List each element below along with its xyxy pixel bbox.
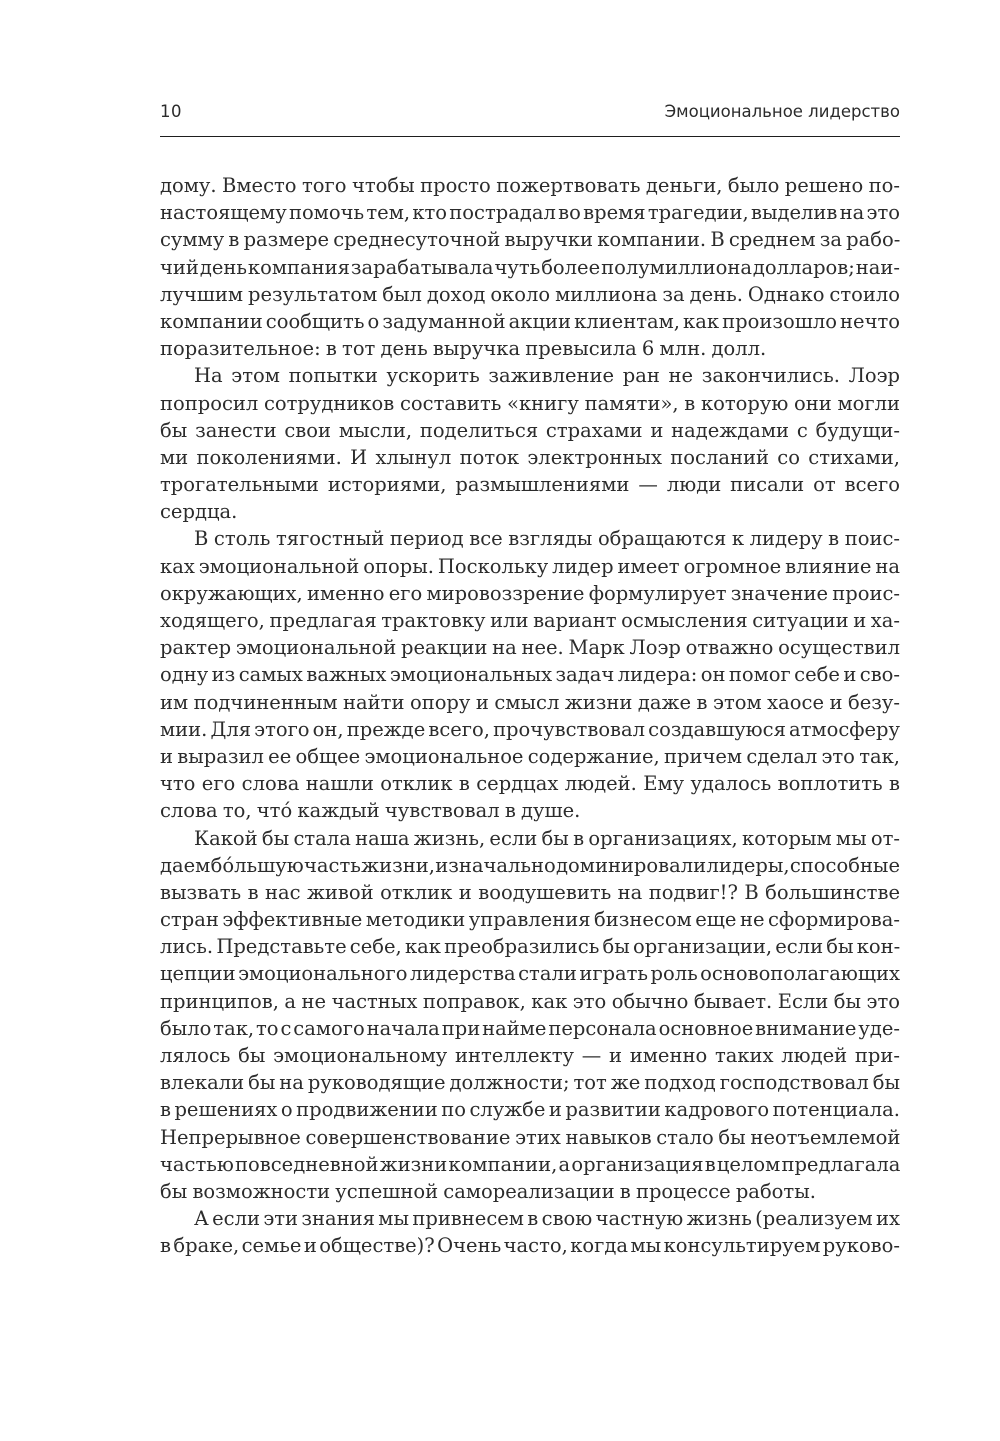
- text-line: ходящего, предлагая трактовку или вариант осмысления ситуации и ха-: [160, 609, 900, 632]
- text-line: Непрерывное совершенствование этих навыков стало бы неотъемлемой: [160, 1125, 901, 1149]
- paragraph: [160, 172, 900, 362]
- text-line: лучшим результатом был доход около миллиона за день. Однако стоило: [160, 282, 900, 306]
- text-line: слова то, что́ каждый чувствовал в душе.: [160, 799, 581, 823]
- text-line: настоящему помочь тем, кто пострадал во время трагедии, выделив на это: [160, 201, 900, 225]
- text-line: что его слова нашли отклик в сердцах людей. Ему удалось воплотить в: [160, 772, 900, 796]
- text-line: было так, то с самого начала при найме персонала основное внимание уде-: [160, 1016, 900, 1040]
- text-line: лялось бы эмоциональному интеллекту — и именно таких людей при-: [160, 1044, 900, 1067]
- running-title: Эмоциональное лидерство: [664, 102, 900, 121]
- body-text: [160, 172, 900, 1260]
- text-line: бы возможности успешной самореализации в процессе работы.: [160, 1179, 816, 1203]
- text-line: На этом попытки ускорить заживление ран не закончились. Лоэр: [194, 364, 900, 388]
- text-line: ках эмоциональной опоры. Поскольку лидер имеет огромное влияние на: [160, 554, 900, 578]
- text-line: окружающих, именно его мировоззрение формулирует значение проис-: [160, 581, 900, 605]
- paragraph: [160, 1205, 900, 1259]
- text-line: чий день компания зарабатывала чуть более полумиллиона долларов; наи-: [160, 255, 900, 279]
- paragraph: [160, 362, 900, 525]
- text-line: бы занести свои мысли, поделиться страхами и надеждами с будущи-: [160, 418, 900, 442]
- text-line: даем бо́льшую часть жизни, изначально доминировали лидеры, способные: [160, 853, 900, 877]
- header-rule: [160, 136, 900, 137]
- paragraph: [160, 525, 900, 824]
- text-line: сумму в размере среднесуточной выручки компании. В среднем за рабо-: [160, 228, 901, 252]
- text-line: лись. Представьте себе, как преобразились бы организации, если бы кон-: [160, 935, 901, 959]
- text-line: вызвать в нас живой отклик и воодушевить на подвиг!? В большинстве: [160, 880, 900, 904]
- text-line: им подчиненным найти опору и смысл жизни даже в этом хаосе и безу-: [160, 690, 900, 714]
- text-line: компании сообщить о задуманной акции клиентам, как произошло нечто: [160, 309, 900, 333]
- text-line: мии. Для этого он, прежде всего, прочувствовал создавшуюся атмосферу: [160, 717, 900, 741]
- text-line: стран эффективные методики управления бизнесом еще не сформирова-: [160, 908, 900, 932]
- paragraph: [160, 825, 900, 1206]
- text-line: сердца.: [160, 500, 238, 524]
- text-line: частью повседневной жизни компании, а организация в целом предлагала: [160, 1152, 901, 1176]
- text-line: попросил сотрудников составить «книгу памяти», в которую они могли: [160, 391, 900, 415]
- page-number: 10: [160, 102, 182, 121]
- text-line: А если эти знания мы привнесем в свою частную жизнь (реализуем их: [194, 1207, 900, 1231]
- text-line: принципов, а не частных поправок, как это обычно бывает. Если бы это: [160, 989, 900, 1013]
- text-line: цепции эмоционального лидерства стали играть роль основополагающих: [160, 962, 900, 986]
- text-line: рактер эмоциональной реакции на нее. Марк Лоэр отважно осуществил: [160, 636, 900, 660]
- text-line: дому. Вместо того чтобы просто пожертвовать деньги, было решено по-: [160, 174, 900, 197]
- text-line: в браке, семье и обществе)? Очень часто, когда мы консультируем руково-: [160, 1234, 900, 1258]
- text-line: влекали бы на руководящие должности; тот же подход господствовал бы: [160, 1071, 900, 1095]
- text-line: ми поколениями. И хлынул поток электронных посланий со стихами,: [160, 445, 900, 469]
- running-head: [160, 100, 900, 126]
- text-line: в решениях о продвижении по службе и развитии кадрового потенциала.: [160, 1098, 900, 1122]
- text-line: поразительное: в тот день выручка превысила 6 млн. долл.: [160, 337, 767, 361]
- text-line: одну из самых важных эмоциональных задач лидера: он помог себе и сво-: [160, 663, 900, 687]
- text-line: и выразил ее общее эмоциональное содержание, причем сделал это так,: [160, 744, 900, 768]
- text-line: Какой бы стала наша жизнь, если бы в организациях, которым мы от-: [194, 826, 900, 850]
- text-line: В столь тягостный период все взгляды обращаются к лидеру в поис-: [194, 527, 900, 551]
- text-line: трогательными историями, размышлениями — люди писали от всего: [160, 473, 900, 497]
